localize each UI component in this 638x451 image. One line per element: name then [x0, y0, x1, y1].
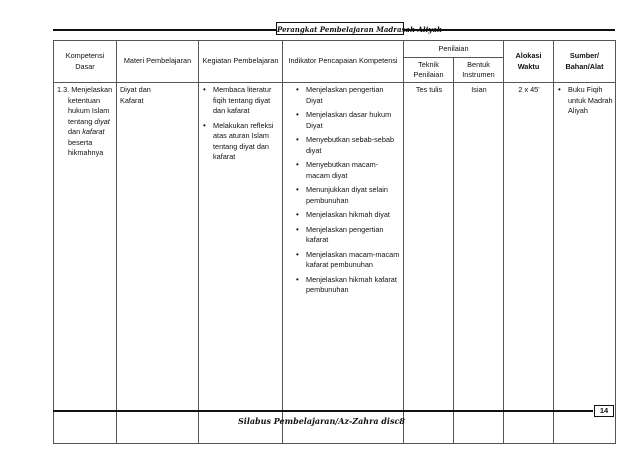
list-item: • Menjelaskan hikmah kafarat pembunuhan [295, 275, 401, 296]
list-item: • Menyebutkan macam-macam diyat [295, 160, 401, 181]
syllabus-table [53, 40, 616, 444]
page-number: 14 [594, 405, 614, 417]
list-item: • Menjelaskan macam-macam kafarat pembunuhan [295, 250, 401, 271]
header-materi: Materi Pembelajaran [117, 41, 199, 83]
header-penilaian: Penilaian [404, 41, 504, 58]
kd-number: 1.3. [57, 85, 70, 94]
list-item: • Menjelaskan pengertian Diyat [295, 85, 401, 106]
cell-sumber [554, 83, 616, 444]
list-item: • Menjelaskan pengertian kafarat [295, 225, 401, 246]
kd-term: kafarat [82, 127, 105, 136]
footer-rule [53, 410, 593, 412]
list-item: • Melakukan refleksi atas aturan Islam tentang diyat dan kafarat [202, 121, 280, 163]
list-item: • Menyebutkan sebab-sebab diyat [295, 135, 401, 156]
table-row [54, 83, 616, 444]
kd-text: hikmahnya [68, 148, 104, 157]
cell-kompetensi [54, 83, 117, 444]
header-teknik: Teknik Penilaian [404, 58, 454, 83]
list-item: • Buku Fiqih untuk Madrah Aliyah [557, 85, 613, 117]
cell-alokasi: 2 x 45' [504, 83, 554, 444]
kd-text: ketentuan [68, 95, 101, 105]
kd-text: tentang [68, 116, 93, 126]
header-sumber: Sumber/ Bahan/Alat [554, 41, 616, 83]
list-item: • Menunjukkan diyat selain pembunuhan [295, 185, 401, 206]
kd-text: dan [68, 127, 81, 136]
footer-title: Silabus Pembelajaran/Az-Zahra disc8 [238, 416, 405, 426]
kd-text: Menjelaskan [71, 85, 113, 94]
list-item: • Menjelaskan hikmah diyat [295, 210, 401, 221]
header-bentuk: Bentuk Instrumen [454, 58, 504, 83]
cell-teknik: Tes tulis [404, 83, 454, 444]
kd-text: hukum Islam [68, 106, 110, 115]
cell-bentuk: Isian [454, 83, 504, 444]
header-alokasi: Alokasi Waktu [504, 41, 554, 83]
kd-term: diyat [94, 116, 110, 126]
list-item: • Menjelaskan dasar hukum Diyat [295, 110, 401, 131]
cell-kegiatan [199, 83, 283, 444]
header-kompetensi: Kompetensi Dasar [54, 41, 117, 83]
header-title: Perangkat Pembelajaran Madrasah Aliyah [276, 22, 404, 35]
header-indikator: Indikator Pencapaian Kompetensi [283, 41, 404, 83]
cell-materi [117, 83, 199, 444]
kd-text: beserta [68, 137, 93, 147]
materi-line: Diyat dan [120, 85, 151, 94]
list-item: • Membaca literatur fiqih tentang diyat dan kafarat [202, 85, 280, 117]
materi-line: Kafarat [120, 95, 144, 105]
header-kegiatan: Kegiatan Pembelajaran [199, 41, 283, 83]
cell-indikator [283, 83, 404, 444]
